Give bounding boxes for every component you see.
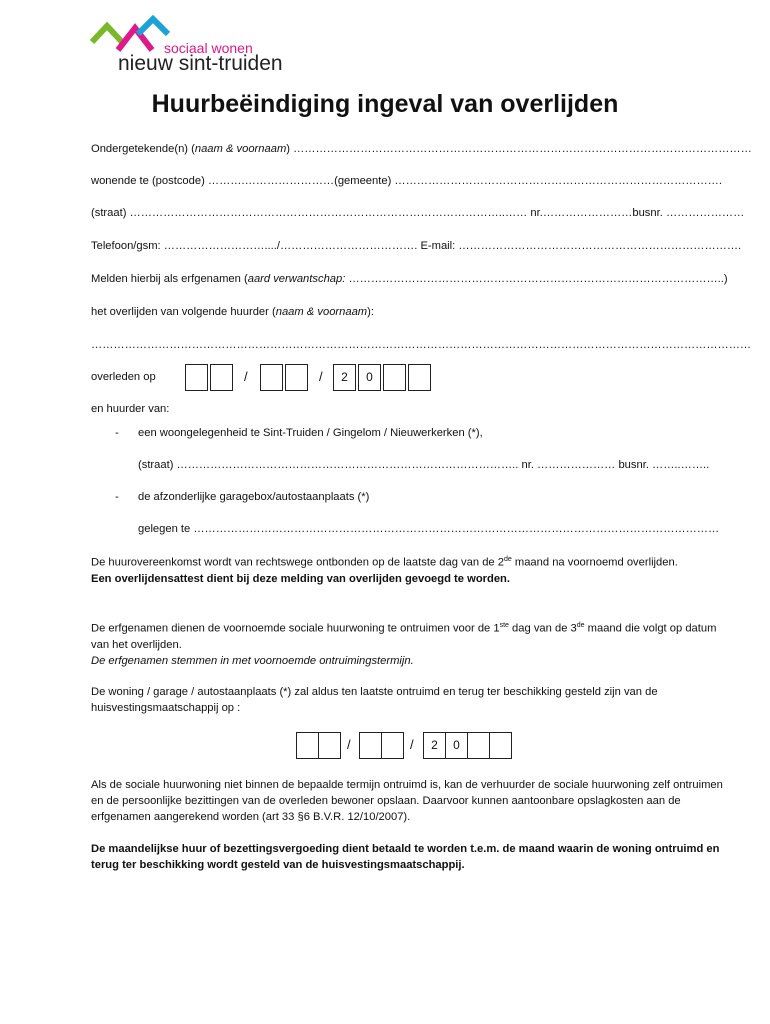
date-month-box-2[interactable] <box>285 364 308 391</box>
deceased-label-line <box>91 305 374 319</box>
died-on-label: overleden op <box>91 371 156 383</box>
option-dwelling-street-field[interactable]: (straat) ……………………………………………………………………………….. nr. ………………… busnr. ……..…….. <box>138 459 710 471</box>
p1-bold: Een overlijdensattest dient bij deze melding van overlijden gevoegd te worden. <box>91 572 511 585</box>
p2-sup1: ste <box>499 622 509 629</box>
address-field[interactable]: wonende te (postcode) ……….……………………(gemeente) ……………………………………………………………………………. <box>91 175 722 187</box>
date-day-box-1[interactable] <box>185 364 208 391</box>
option-garage-location-field[interactable]: gelegen te …………………………………………………………………………………………………………………………… <box>138 523 720 535</box>
date-year-box-2: 0 <box>358 364 381 391</box>
p1-text-b: maand na voornoemd overlijden. <box>511 556 678 569</box>
date-year-box-1: 2 <box>333 364 356 391</box>
p2-text-b: dag van de 3 <box>508 622 577 635</box>
deceased-label: het overlijden van volgende huurder ( <box>91 306 276 318</box>
p1-sup: de <box>503 556 512 563</box>
undersigned-field[interactable] <box>91 142 752 156</box>
paragraph-rent: De maandelijkse huur of bezettingsvergoeding dient betaald te worden t.e.m. de maand waarin de woning ontruimd en terug ter beschikking wordt gesteld van de huisvestingsmaatschappij. <box>91 843 720 871</box>
date2-day-box-1[interactable] <box>296 732 319 759</box>
undersigned-hint: naam & voornaam <box>194 143 287 155</box>
date-year-box-3[interactable] <box>383 364 406 391</box>
contact-field[interactable]: Telefoon/gsm: ………………………..../………………………………. E-mail: …………………………………………………………………. <box>91 240 742 252</box>
date-separator: / <box>319 369 323 384</box>
logo <box>90 14 330 74</box>
logo-name: nieuw sint-truiden <box>118 52 283 75</box>
option-dash: - <box>115 491 119 503</box>
p2-text-c: maand die volgt op datum van het overlijden. <box>91 622 717 651</box>
date2-year-box-4[interactable] <box>489 732 512 759</box>
date-month-box-1[interactable] <box>260 364 283 391</box>
street-field[interactable]: (straat) ………………………………………………………………………………………..…… nr.……………………busnr. ………………… <box>91 207 745 219</box>
date2-separator: / <box>347 737 351 752</box>
heirs-field[interactable] <box>91 272 728 286</box>
p1-text-a: De huurovereenkomst wordt van rechtswege ontbonden op de laatste dag van de 2 <box>91 556 504 569</box>
heirs-label: Melden hierbij als erfgenamen ( <box>91 273 248 285</box>
date2-separator: / <box>410 737 414 752</box>
option-dash: - <box>115 427 119 439</box>
date-separator: / <box>244 369 248 384</box>
undersigned-label: Ondergetekende(n) ( <box>91 143 195 155</box>
option-garage: de afzonderlijke garagebox/autostaanplaats (*) <box>138 491 370 503</box>
date2-month-box-1[interactable] <box>359 732 382 759</box>
date2-year-box-3[interactable] <box>467 732 490 759</box>
p2-text-a: De erfgenamen dienen de voornoemde sociale huurwoning te ontruimen voor de 1 <box>91 622 500 635</box>
undersigned-dots: ) …………………………………………………………………………………………………………… <box>286 143 752 155</box>
logo-tagline: sociaal wonen <box>164 40 253 56</box>
paragraph-termination <box>91 552 731 587</box>
p2-sup2: de <box>576 622 585 629</box>
date-day-box-2[interactable] <box>210 364 233 391</box>
deceased-end: ): <box>367 306 374 318</box>
option-dwelling: een woongelegenheid te Sint-Truiden / Gingelom / Nieuwerkerken (*), <box>138 427 483 439</box>
date2-day-box-2[interactable] <box>318 732 341 759</box>
date2-year-box-1: 2 <box>423 732 446 759</box>
heirs-dots: ………………………………………………………………………………………..) <box>345 273 728 285</box>
paragraph-eviction: Als de sociale huurwoning niet binnen de bepaalde termijn ontruimd is, kan de verhuurder de sociale huurwoning zelf ontruimen en de persoonlijke bezittingen van de overleden bewoner opslaan. Daarvoor kunnen aantoonbare opslagkosten aan de erfgenamen aangerekend worden (art 33 §6 B.V.R. 12/10/2007). <box>91 779 723 823</box>
paragraph-vacate <box>91 618 731 669</box>
p2-italic: De erfgenamen stemmen in met voornoemde ontruimingstermijn. <box>91 654 414 667</box>
deceased-name-field[interactable]: …………………………………………………………………………………………………………………………………………………………… <box>91 339 752 351</box>
deceased-hint: naam & voornaam <box>275 306 368 318</box>
page-title: Huurbeëindiging ingeval van overlijden <box>151 90 619 118</box>
tenant-of-label: en huurder van: <box>91 403 170 415</box>
paragraph-available: De woning / garage / autostaanplaats (*) zal aldus ten laatste ontruimd en terug ter beschikking gesteld zijn van de huisvestingsmaatschappij op : <box>91 686 658 714</box>
date-year-box-4[interactable] <box>408 364 431 391</box>
date2-month-box-2[interactable] <box>381 732 404 759</box>
heirs-hint: aard verwantschap: <box>247 273 346 285</box>
date2-year-box-2: 0 <box>445 732 468 759</box>
